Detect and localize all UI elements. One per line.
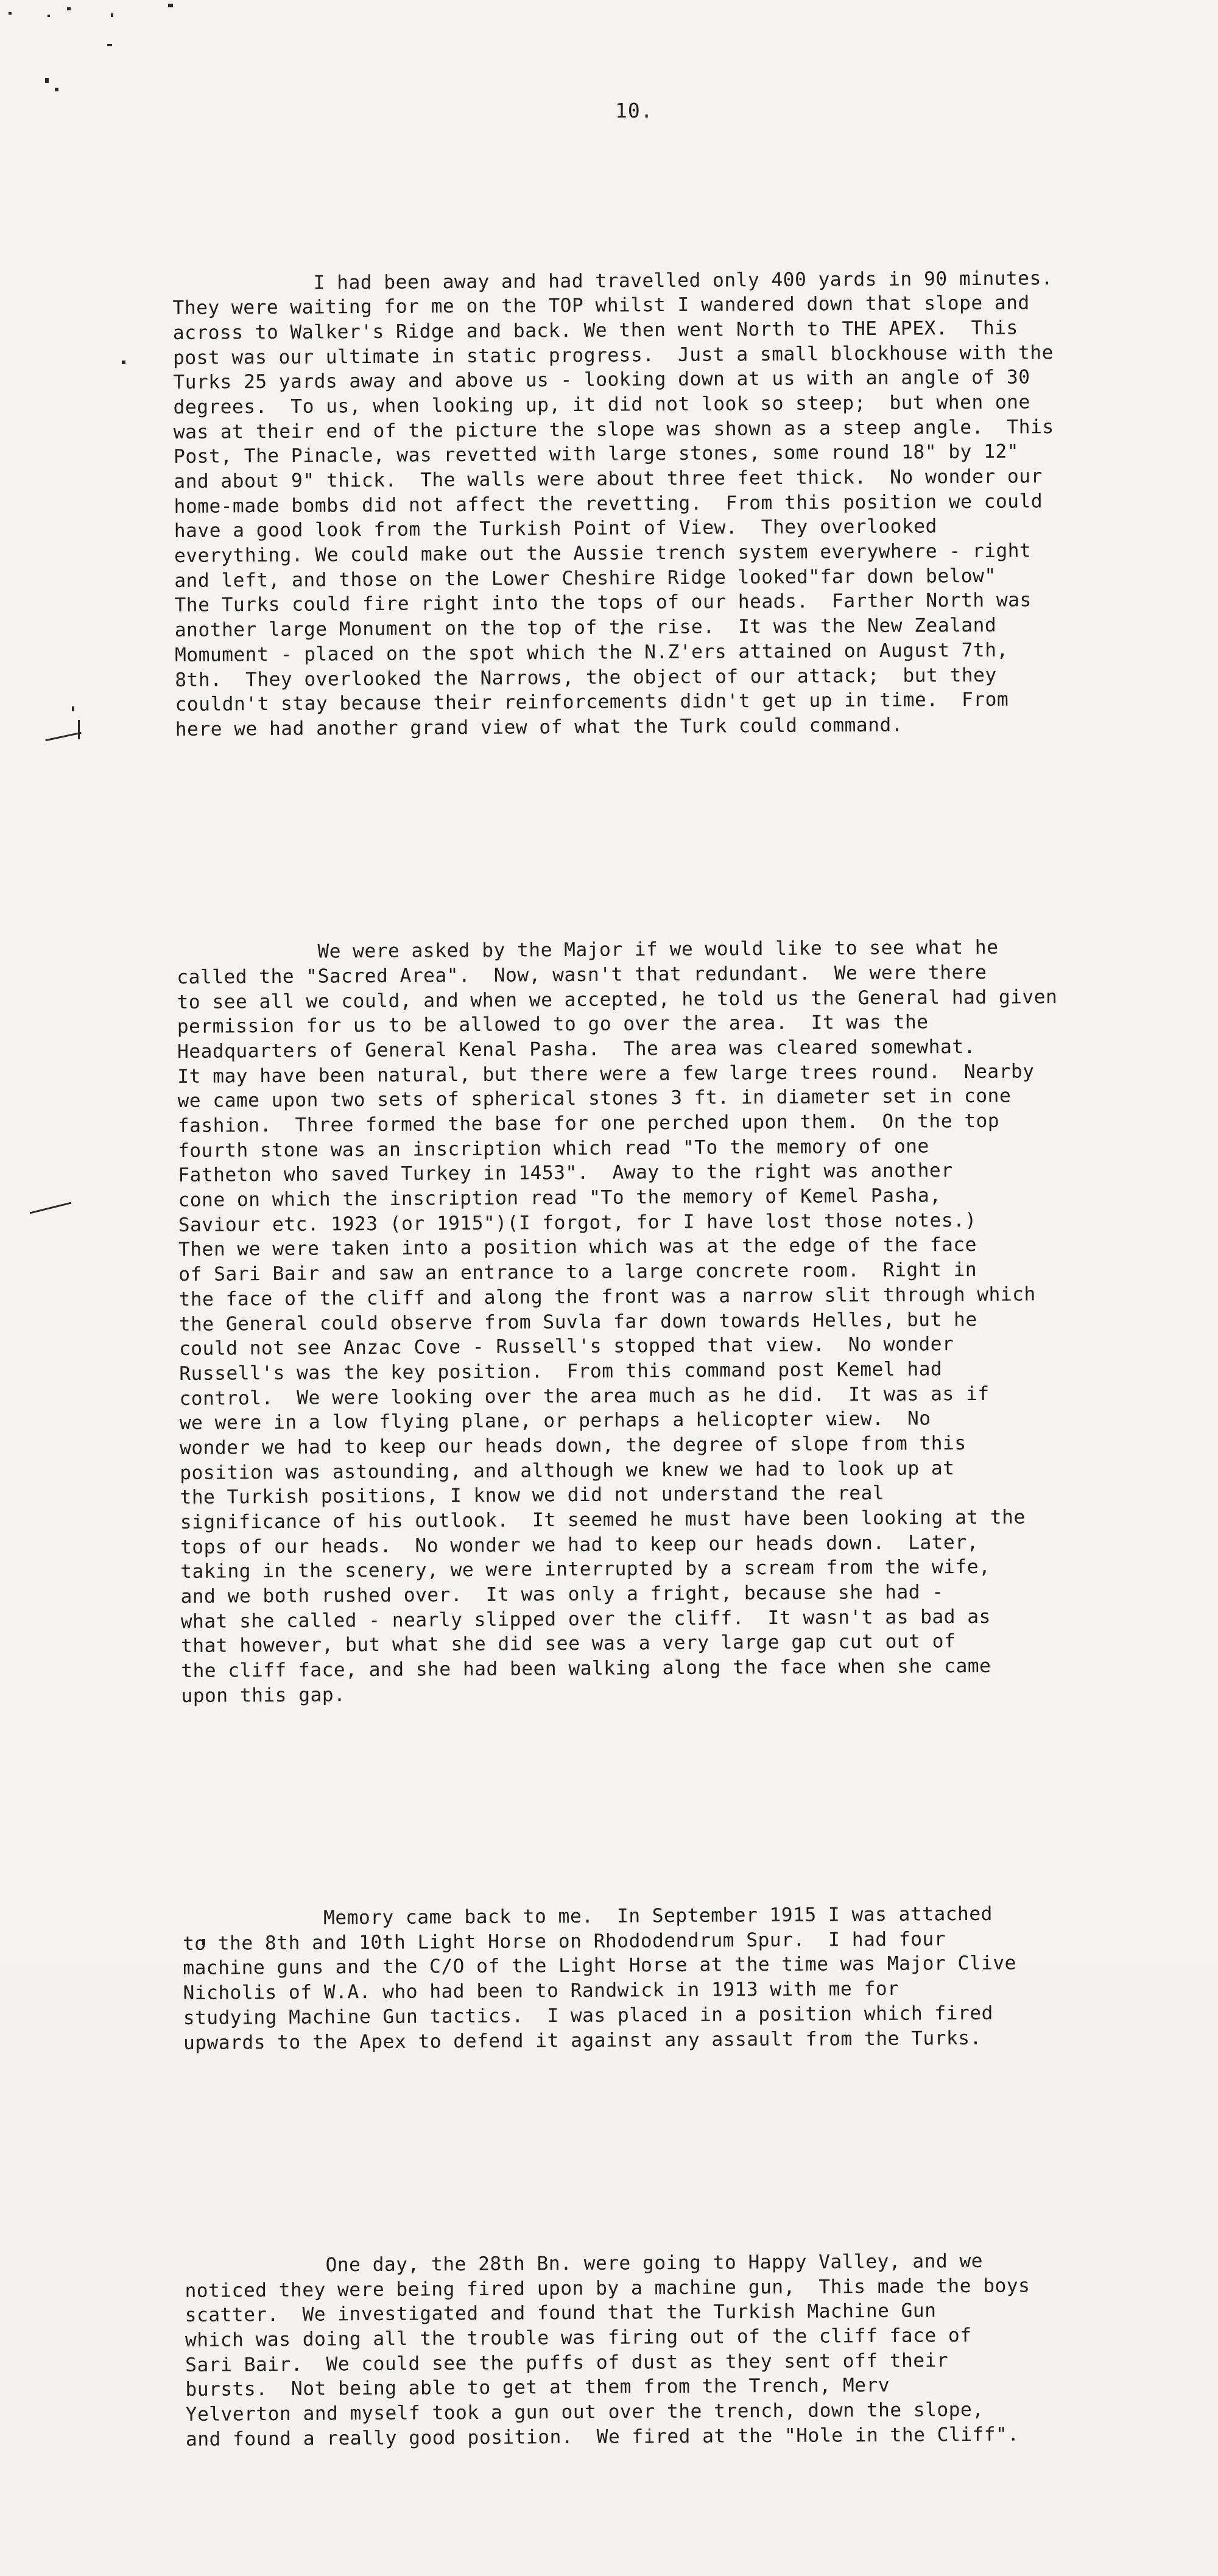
- text-line: Then we were taken into a position which was at the edge of the face: [178, 1234, 977, 1261]
- text-line: Sari Bair. We could see the puffs of dust as they sent off their: [185, 2349, 949, 2376]
- margin-speck: [45, 78, 49, 83]
- margin-speck: [55, 88, 58, 91]
- text-line: which was doing all the trouble was firing out of the cliff face of: [185, 2324, 972, 2351]
- text-line: Fatheton who saved Turkey in 1453". Away to the right was another: [178, 1160, 953, 1187]
- margin-speck: [111, 13, 113, 17]
- text-line: couldn't stay because their reinforcements didn't get up in time. From: [175, 688, 1009, 716]
- text-line: scatter. We investigated and found that the Turkish Machine Gun: [185, 2300, 937, 2327]
- text-line: here we had another grand view of what the Turk could command.: [175, 714, 904, 741]
- text-line: home-made bombs did not affect the revetting. From this position we could: [174, 490, 1043, 518]
- text-line: degrees. To us, when looking up, it did not look so steep; but when one: [173, 391, 1030, 418]
- text-line: They were waiting for me on the TOP whilst I wandered down that slope and: [172, 292, 1030, 320]
- text-line: and we both rushed over. It was only a fright, because she had -: [180, 1581, 944, 1608]
- text-line: was at their end of the picture the slope was shown as a steep angle. This: [173, 415, 1054, 443]
- text-line: Post, The Pinacle, was revetted with large stones, some round 18" by 12": [173, 440, 1019, 468]
- margin-pencil-mark: [30, 1202, 72, 1214]
- margin-speck: [107, 44, 112, 46]
- text-line: Saviour etc. 1923 (or 1915")(I forgot, for I have lost those notes.): [178, 1209, 977, 1236]
- margin-speck: [9, 12, 12, 15]
- text-line: fashion. Three formed the base for one perched upon them. On the top: [177, 1110, 1000, 1137]
- margin-speck: [48, 15, 50, 17]
- text-line: to see all we could, and when we accepted, he told us the General had given: [177, 985, 1058, 1013]
- text-line: tops of our heads. No wonder we had to keep our heads down. Later,: [180, 1531, 979, 1558]
- text-line: Turks 25 yards away and above us - looking down at us with an angle of 30: [173, 366, 1030, 394]
- text-line: It may have been natural, but there were a few large trees round. Nearby: [177, 1060, 1035, 1088]
- text-line: called the "Sacred Area". Now, wasn't that redundant. We were there: [177, 961, 987, 988]
- text-line: machine guns and the C/O of the Light Horse at the time was Major Clive: [183, 1952, 1016, 1980]
- text-line: Nicholis of W.A. who had been to Randwick in 1913 with me for: [183, 1977, 899, 2005]
- text-line: 8th. They overlooked the Narrows, the object of our attack; but they: [175, 664, 997, 691]
- paragraph-happy-valley: [185, 2198, 1136, 2502]
- text-line: wonder we had to keep our heads down, the degree of slope from this: [179, 1432, 966, 1459]
- text-line: the General could observe from Suvla far down towards Helles, but he: [178, 1308, 977, 1336]
- text-line: upwards to the Apex to defend it against any assault from the Turks.: [183, 2027, 982, 2054]
- page-number: 10.: [615, 99, 653, 122]
- text-line: that however, but what she did see was a very large gap cut out of: [180, 1630, 956, 1658]
- text-line: have a good look from the Turkish Point of View. They overlooked: [174, 515, 937, 543]
- text-line: position was astounding, and although we knew we had to look up at: [180, 1457, 955, 1484]
- margin-speck: [168, 4, 173, 7]
- text-line: One day, the 28th Bn. were going to Happy Valley, and we: [185, 2250, 984, 2277]
- text-line: We were asked by the Major if we would like to see what he: [176, 936, 999, 964]
- text-line: permission for us to be allowed to go over the area. It was the: [177, 1011, 929, 1038]
- text-line: noticed they were being fired upon by a machine gun, This made the boys: [185, 2274, 1030, 2302]
- text-line: Yelverton and myself took a gun out over the trench, down the slope,: [185, 2398, 984, 2426]
- text-line: to the 8th and 10th Light Horse on Rhododendrum Spur. I had four: [182, 1928, 946, 1955]
- margin-pencil-mark: [78, 720, 80, 739]
- text-line: what she called - nearly slipped over the cliff. It wasn't as bad as: [180, 1605, 991, 1633]
- text-line: the cliff face, and she had been walking along the face when she came: [181, 1655, 991, 1683]
- text-line: control. We were looking over the area much as he did. It was as if: [179, 1382, 990, 1410]
- text-line: another large Monument on the top of the rise. It was the New Zealand: [174, 614, 997, 642]
- text-line: everything. We could make out the Aussie trench system everywhere - right: [174, 540, 1032, 568]
- text-line: upon this gap.: [181, 1684, 346, 1707]
- text-line: The Turks could fire right into the tops of our heads. Farther North was: [174, 589, 1032, 617]
- text-line: taking in the scenery, we were interrupted by a scream from the wife,: [180, 1556, 991, 1583]
- text-line: I had been away and had travelled only 400 yards in 90 minutes.: [172, 267, 1054, 295]
- text-line: Russell's was the key position. From this command post Kemel had: [179, 1358, 943, 1385]
- paragraph-visit-apex: [172, 216, 1126, 792]
- paragraph-memory: [182, 1851, 1133, 2105]
- text-line: and about 9" thick. The walls were about three feet thick. No wonder our: [174, 465, 1043, 493]
- text-line: across to Walker's Ridge and back. We then went North to THE APEX. This: [172, 317, 1018, 344]
- text-line: Momument - placed on the spot which the N.Z'ers attained on August 7th,: [174, 639, 1009, 666]
- text-line: and left, and those on the Lower Cheshire Ridge looked"far down below": [174, 565, 996, 592]
- text-line: studying Machine Gun tactics. I was placed in a position which fired: [183, 2002, 993, 2029]
- text-line: cone on which the inscription read "To the memory of Kemel Pasha,: [178, 1184, 942, 1212]
- document-body: [172, 141, 1136, 2575]
- margin-speck: [67, 7, 71, 10]
- text-line: fourth stone was an inscription which read "To the memory of one: [177, 1135, 929, 1162]
- text-line: we were in a low flying plane, or perhaps a helicopter view. No: [179, 1407, 931, 1435]
- text-line: post was our ultimate in static progress. Just a small blockhouse with the: [173, 341, 1054, 369]
- margin-speck: [122, 361, 125, 364]
- margin-pencil-mark: [45, 732, 81, 741]
- text-line: we came upon two sets of spherical stones 3 ft. in diameter set in cone: [177, 1085, 1012, 1113]
- paragraph-sacred-area: [176, 885, 1132, 1758]
- text-line: could not see Anzac Cove - Russell's stopped that view. No wonder: [178, 1333, 954, 1360]
- text-line: significance of his outlook. It seemed he must have been looking at the: [180, 1506, 1026, 1533]
- text-line: the face of the cliff and along the front was a narrow slit through which: [178, 1283, 1036, 1311]
- text-line: bursts. Not being able to get at them from the Trench, Merv: [185, 2374, 890, 2401]
- text-line: Headquarters of General Kenal Pasha. The area was cleared somewhat.: [177, 1035, 976, 1063]
- text-line: the Turkish positions, I know we did not understand the real: [180, 1482, 885, 1509]
- text-line: of Sari Bair and saw an entrance to a large concrete room. Right in: [178, 1259, 977, 1286]
- margin-speck: [72, 706, 74, 711]
- text-line: and found a really good position. We fired at the "Hole in the Cliff".: [185, 2423, 1019, 2451]
- text-line: Memory came back to me. In September 1915 I was attached: [182, 1902, 993, 1930]
